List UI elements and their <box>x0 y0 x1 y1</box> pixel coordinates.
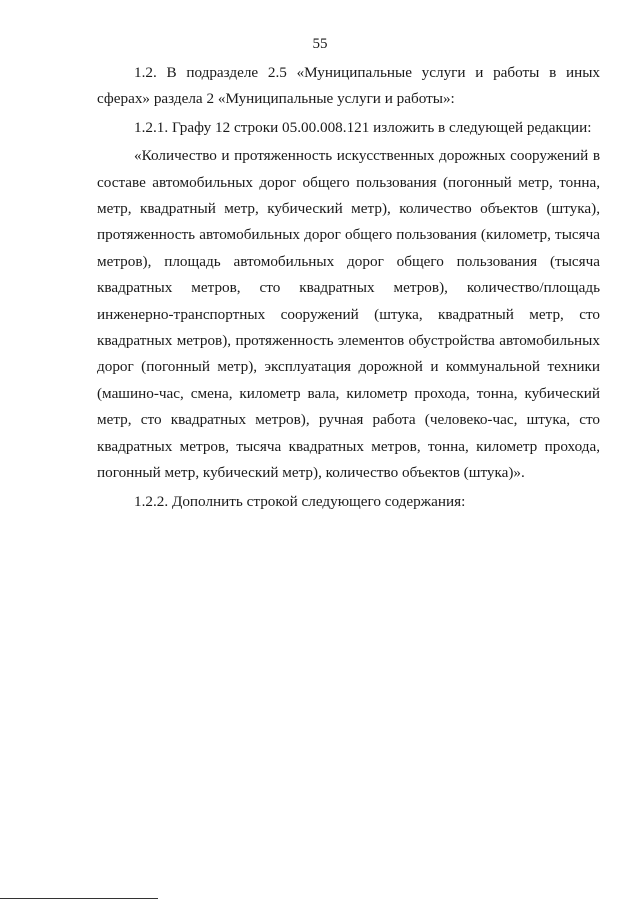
paragraph-1-2-1: 1.2.1. Графу 12 строки 05.00.008.121 изложить в следующей редакции: <box>134 118 592 136</box>
paragraph-quoted-text: «Количество и протяженность искусственных дорожных сооружений в составе автомобильных дорог общего пользования (погонный метр, тонна, метр, квадратный метр, кубический метр), количество объектов (штука), протяженность автомобильных дорог общего пользования (километр, тысяча метров), площадь автомобильных дорог общего пользования (тысяча квадратных метров, сто квадратных метров), количество/площадь инженерно-транспортных сооружений (штука, квадратный метр, сто квадратных метров), протяженность элементов обустройства автомобильных дорог (погонный метр), эксплуатация дорожной и коммунальной техники (машино-час, смена, километр вала, километр прохода, тонна, кубический метр, сто квадратных метров), ручная работа (человеко-час, штука, сто квадратных метров, тысяча квадратных метров, тонна, километр прохода, погонный метр, кубический метр), количество объектов (штука)». <box>97 147 600 482</box>
paragraph-1-2: 1.2. В подразделе 2.5 «Муниципальные услуги и работы в иных сферах» раздела 2 «Муниципальные услуги и работы»: <box>97 64 600 108</box>
footnote-rule <box>0 898 158 899</box>
paragraph-1-2-2: 1.2.2. Дополнить строкой следующего содержания: <box>134 492 466 510</box>
document-body <box>97 60 600 515</box>
page-number: 55 <box>312 36 328 52</box>
